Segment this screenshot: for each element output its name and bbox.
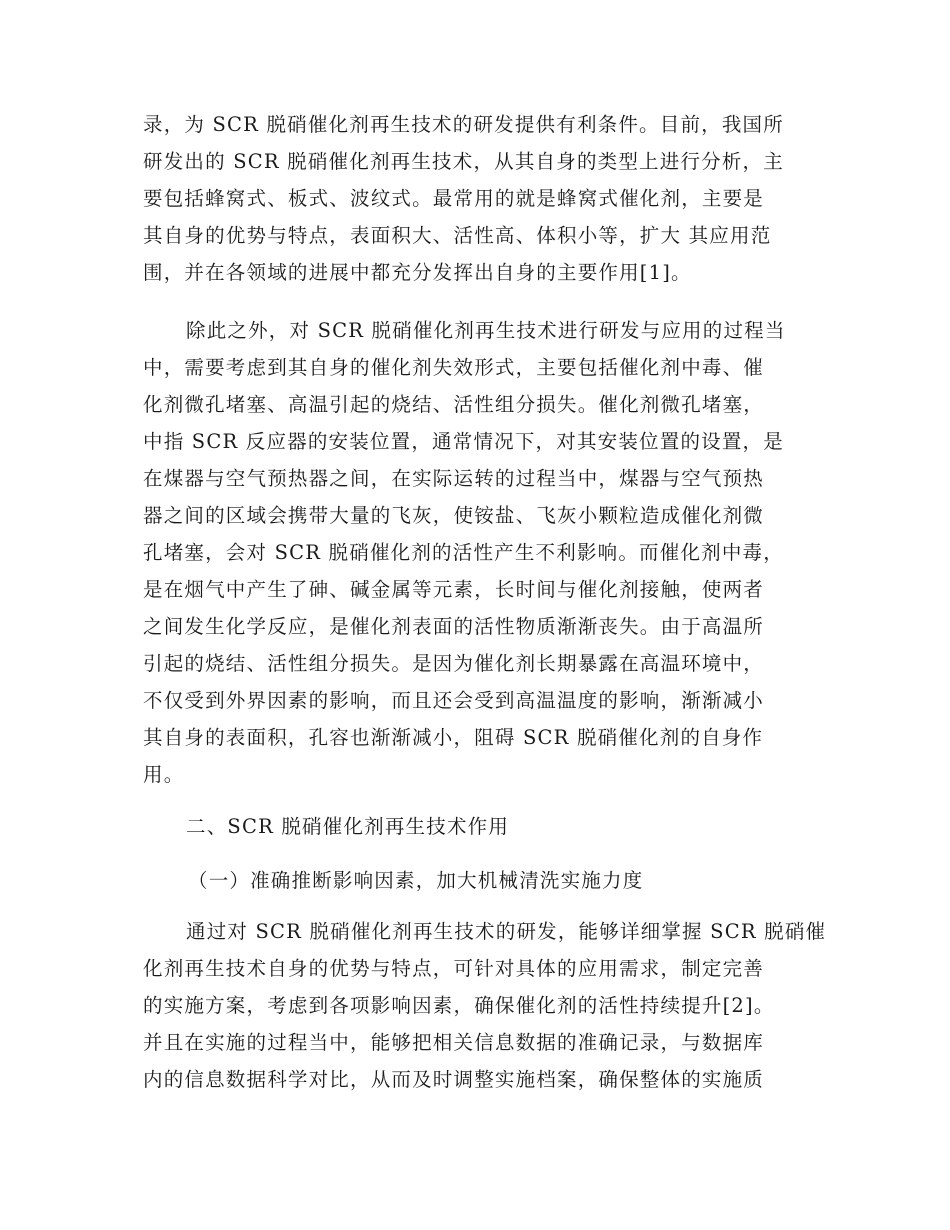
paragraph-line: 化剂微孔堵塞、高温引起的烧结、活性组分损失。催化剂微孔堵塞， <box>143 393 765 416</box>
paragraph-line: 用。 <box>143 763 185 786</box>
paragraph-line: 围，并在各领域的进展中都充分发挥出自身的主要作用[1]。 <box>143 261 692 284</box>
paragraph-line: 化剂再生技术自身的优势与特点，可针对具体的应用需求，制定完善 <box>143 957 765 980</box>
paragraph-line: 并且在实施的过程当中，能够把相关信息数据的准确记录，与数据库 <box>143 1031 765 1054</box>
paragraph-line: 的实施方案，考虑到各项影响因素，确保催化剂的活性持续提升[2]。 <box>143 994 775 1017</box>
paragraph-line: 器之间的区域会携带大量的飞灰，使铵盐、飞灰小颗粒造成催化剂微 <box>143 504 765 527</box>
paragraph-line: 不仅受到外界因素的影响，而且还会受到高温温度的影响，渐渐减小 <box>143 689 765 712</box>
paragraph-line: 除此之外，对 SCR 脱硝催化剂再生技术进行研发与应用的过程当 <box>186 319 786 342</box>
paragraph-line: 中指 SCR 反应器的安装位置，通常情况下，对其安装位置的设置，是 <box>143 430 784 453</box>
paragraph-line: 要包括蜂窝式、板式、波纹式。最常用的就是蜂窝式催化剂，主要是 <box>143 187 765 210</box>
paragraph-line: 通过对 SCR 脱硝催化剂再生技术的研发，能够详细掌握 SCR 脱硝催 <box>186 920 827 943</box>
section-heading: 二、SCR 脱硝催化剂再生技术作用 <box>186 815 510 838</box>
paragraph-line: 录，为 SCR 脱硝催化剂再生技术的研发提供有利条件。目前，我国所 <box>143 113 784 136</box>
paragraph-line: 孔堵塞，会对 SCR 脱硝催化剂的活性产生不利影响。而催化剂中毒， <box>143 541 784 564</box>
subsection-heading: （一）准确推断影响因素，加大机械清洗实施力度 <box>188 869 644 892</box>
paragraph-line: 之间发生化学反应，是催化剂表面的活性物质渐渐丧失。由于高温所 <box>143 615 765 638</box>
paragraph-line: 中，需要考虑到其自身的催化剂失效形式，主要包括催化剂中毒、催 <box>143 356 765 379</box>
paragraph-line: 是在烟气中产生了砷、碱金属等元素，长时间与催化剂接触，使两者 <box>143 578 765 601</box>
paragraph-line: 内的信息数据科学对比，从而及时调整实施档案，确保整体的实施质 <box>143 1068 765 1091</box>
paragraph-line: 在煤器与空气预热器之间，在实际运转的过程当中，煤器与空气预热 <box>143 467 765 490</box>
paragraph-line: 引起的烧结、活性组分损失。是因为催化剂长期暴露在高温环境中， <box>143 652 765 675</box>
paragraph-line: 其自身的表面积，孔容也渐渐减小，阻碍 SCR 脱硝催化剂的自身作 <box>143 726 764 749</box>
paragraph-line: 研发出的 SCR 脱硝催化剂再生技术，从其自身的类型上进行分析，主 <box>143 150 784 173</box>
paragraph-line: 其自身的优势与特点，表面积大、活性高、体积小等，扩大 其应用范 <box>143 224 772 247</box>
